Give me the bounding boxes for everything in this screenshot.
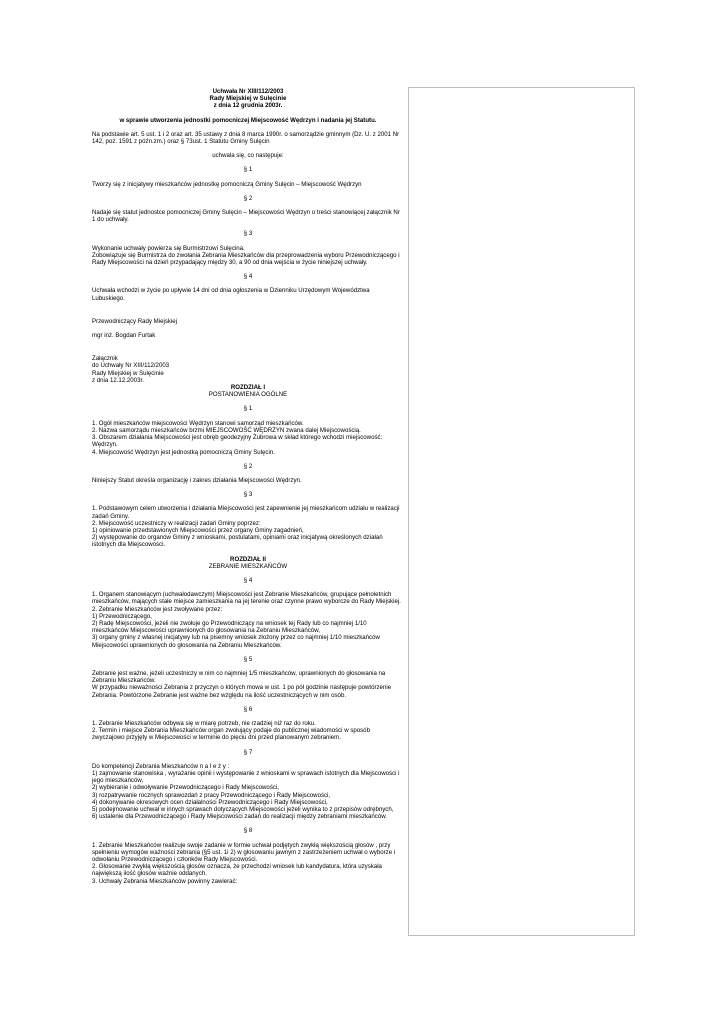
- title-line: Uchwała Nr XIII/112/2003: [212, 88, 284, 95]
- section-text: Tworzy się z inicjatywy mieszkańców jednostkę pomocniczą Gminy Sulęcin – Miejscowość Wędrzyn: [92, 180, 362, 188]
- section-text: 1. Organem stanowiącym (uchwałodawczym) Miejscowości jest Zebranie Mieszkańców, grupujące pełnoletnich mieszkańców, mających stałe miejsce zamieszkania na jej terenie oraz czynne prawo wyborcze do Rady Miejskiej. 2. Zebranie Mieszkańców jest zwoływane przez: 1) Przewodniczącego, 2) Radę Miejscowości, jeżeli nie zwołuje go Przewodniczący na wniosek tej Rady lub co najmniej 1/10 mieszkańców Miejscowości uprawnionych do głosowania na Zebraniu Mieszkańców, 3) organy gminy z własnej inicjatywy lub na pisemny wniosek złożony przez co najmniej 1/10 mieszkańców Miejscowości uprawnionych do głosowania na Zebraniu Mieszkańców.: [92, 591, 401, 649]
- chapter-title: POSTANOWIENIA OGÓLNE: [208, 391, 288, 399]
- chapter-title: ZEBRANIE MIESZKAŃCÓW: [208, 562, 288, 570]
- document-text-column: [92, 88, 404, 885]
- right-side-panel: [408, 87, 635, 936]
- section-text: Wykonanie uchwały powierza się Burmistrzowi Sulęcina. Zobowiązuje się Burmistrza do zwołania Zebrania Mieszkańców dla przeprowadzenia wyboru Przewodniczącego i Rady Miejscowości na dzień przypadający między 30, a 90 od dnia wejścia w życie niniejszej uchwały.: [92, 244, 400, 267]
- section-mark: § 1: [243, 405, 253, 413]
- section-text: 1. Ogół mieszkańców miejscowości Wędrzyn stanowi samorząd mieszkańców. 2. Nazwa samorządu mieszkańców brzmi MIEJSCOWOŚĆ WĘDRZYN zwana dalej Miejscowością. 3. Obszarem działania Miejscowości jest obręb geodezyjny Żubrowa w skład którego wchodzi miejscowość: Wędrzyn. 4. Miejscowość Wędrzyn jest jednostką pomocniczą Gminy Sulęcin.: [92, 419, 383, 456]
- signature-role: Przewodniczący Rady Miejskiej: [92, 317, 178, 325]
- section-text: 1. Podstawowym celem utworzenia i działania Miejscowości jest zapewnienie jej mieszkańcom udziału w realizacji zadań Gminy. 2. Miejscowość uczestniczy w realizacji zadań Gminy poprzez: 1) opiniowanie przedstawionych Miejscowości przez organy Gminy zagadnień, 2) występowanie do organów Gminy z wnioskami, postulatami, opiniami oraz inicjatywą określonych działań istotnych dla Miejscowości.: [92, 505, 400, 549]
- section-text: 1. Zebranie Mieszkańców odbywa się w miarę potrzeb, nie rzadziej niż raz do roku. 2. Termin i miejsce Zebrania Mieszkańców organ zwołujący podaje do publicznej wiadomości w sposób zwyczajowo przyjęty w Miejscowości w terminie do pięciu dni przed planowanym zebraniem.: [92, 719, 370, 742]
- resolution-subject: w sprawie utworzenia jednostki pomocniczej Miejscowość Wędrzyn i nadania jej Statutu.: [119, 116, 377, 124]
- section-text: Nadaje się statut jednostce pomocniczej Gminy Sulęcin – Miejscowości Wędrzyn o treści stanowiącej załącznik Nr 1 do uchwały.: [92, 209, 402, 224]
- signature-name: mgr inż. Bogdan Furtak: [92, 332, 156, 340]
- annex-line: z dnia 12.12.2003r.: [92, 376, 144, 384]
- section-mark: § 4: [243, 576, 253, 584]
- resolves-clause: uchwala się, co następuje:: [212, 152, 284, 160]
- section-text: Uchwała wchodzi w życie po upływie 14 dni od dnia ogłoszenia w Dzienniku Urzędowym Województwa Lubuskiego.: [92, 287, 372, 302]
- section-mark: § 6: [243, 705, 253, 713]
- annex-line: Załącznik: [92, 355, 118, 363]
- section-mark: § 7: [243, 748, 253, 756]
- section-mark: § 2: [243, 462, 253, 470]
- annex-line: Rady Miejskiej w Sulęcinie: [92, 369, 164, 377]
- section-text: Do kompetencji Zebrania Mieszkańców n a l e ż y : 1) zajmowanie stanowiska , wyrażanie opinii i występowanie z wnioskami w sprawach istotnych dla Miejscowości i jego mieszkańców, 2) wybieranie i odwoływanie Przewodniczącego i Rady Miejscowości, 3) rozpatrywanie rocznych sprawozdań z pracy Przewodniczącego i Rady Miejscowości, 4) dokonywanie okresowych ocen działalności Przewodniczącego i Rady Miejscowości, 5) podejmowanie uchwał w innych sprawach dotyczących Miejscowości jeżeli wynika to z przepisów odrębnych, 6) ustalenie dla Przewodniczącego i Rady Miejscowości zadań do realizacji między zebraniami mieszkańców.: [92, 762, 400, 821]
- title-line: z dnia 12 grudnia 2003r.: [213, 102, 283, 110]
- chapter-label: ROZDZIAŁ I: [230, 384, 266, 392]
- section-text: 1. Zebranie Mieszkańców realizuje swoje zadanie w formie uchwał podjętych zwykłą większością głosów , przy spełnieniu wymogów ważności zebrania (§5 ust. 1i 2) w głosowaniu jawnym z zastrzeżeniem uchwał o wyborze i odwołaniu Przewodniczącego i członków Rady Miejscowości. 2. Głosowanie zwykłą większością głosów oznacza, że przechodzi wniosek lub kandydatura, która uzyskała największą ilość głosów ważnie oddanych. 3. Uchwały Zebrania Mieszkańców powinny zawierać:: [92, 841, 396, 885]
- section-mark: § 8: [243, 827, 253, 835]
- chapter-label: ROZDZIAŁ II: [230, 555, 266, 563]
- resolution-title: [92, 88, 404, 110]
- section-mark: § 4: [243, 273, 253, 281]
- section-text: Zebranie jest ważne, jeżeli uczestniczy w nim co najmniej 1/5 mieszkańców, uprawnionych do głosowania na Zebraniu Mieszkańców. W przypadku nieważności Zebrania z przyczyn o których mowa w ust. 1 po pół godzinie następuje powtórzenie Zebrania. Powtórzone Zebranie jest ważne bez względu na ilość uczestniczących w nim osób.: [92, 669, 392, 699]
- section-mark: § 3: [243, 230, 253, 238]
- preamble: Na podstawie art. 5 ust. 1 i 2 oraz art. 35 ustawy z dnia 8 marca 1990r. o samorządzie gminnym (Dz. U. z 2001 Nr 142, poz. 1591 z późn.zm.) oraz § 73ust. 1 Statutu Gminy Sulęcin: [92, 130, 400, 146]
- section-mark: § 1: [243, 166, 253, 174]
- section-mark: § 3: [243, 491, 253, 499]
- title-line: Rady Miejskiej w Sulęcinie: [209, 95, 287, 103]
- annex-line: do Uchwały Nr XIII/112/2003: [92, 362, 170, 370]
- section-mark: § 2: [243, 194, 253, 202]
- section-text: Niniejszy Statut określa organizację i zakres działania Miejscowości Wędrzyn.: [92, 476, 302, 484]
- annex-heading: [92, 355, 404, 384]
- section-mark: § 5: [243, 655, 253, 663]
